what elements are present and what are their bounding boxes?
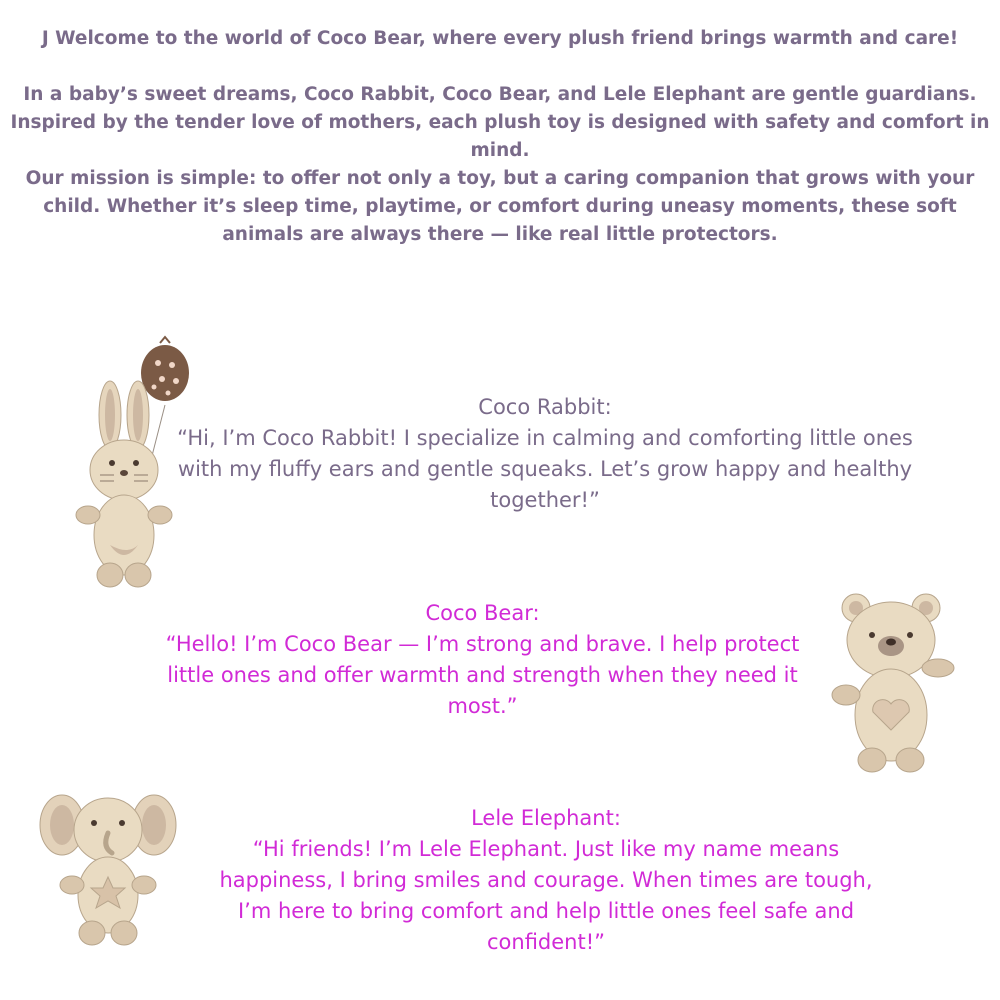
- welcome-line: J Welcome to the world of Coco Bear, where every plush friend brings warmth and care!: [41, 28, 959, 49]
- coco-bear-quote: “Hello! I’m Coco Bear — I’m strong and brave. I help protect little ones and offer warmth and strength when they need it most.”: [165, 632, 800, 718]
- lele-elephant-quote: “Hi friends! I’m Lele Elephant. Just like my name means happiness, I bring smiles and courage. When times are tough, I’m here to bring comfort and help little ones feel safe and confident!”: [219, 837, 873, 954]
- coco-bear-name: Coco Bear:: [425, 601, 540, 625]
- elephant-plush-icon: [38, 785, 180, 950]
- lele-elephant-bio: [210, 803, 882, 958]
- coco-bear-bio: [165, 598, 800, 722]
- lele-elephant-name: Lele Elephant:: [471, 806, 621, 830]
- coco-rabbit-quote: “Hi, I’m Coco Rabbit! I specialize in calming and comforting little ones with my fluffy ears and gentle squeaks. Let’s grow happy and healthy together!”: [177, 426, 913, 512]
- coco-rabbit-name: Coco Rabbit:: [478, 395, 612, 419]
- bear-plush-icon: [828, 590, 960, 780]
- coco-rabbit-bio: [165, 392, 925, 516]
- intro-paragraph-2: Our mission is simple: to offer not only a toy, but a caring companion that grows with your child. Whether it’s sleep time, playtime, or comfort during uneasy moments, these soft animals are always there — like real little protectors.: [25, 168, 975, 245]
- intro-paragraph-1: In a baby’s sweet dreams, Coco Rabbit, Coco Bear, and Lele Elephant are gentle guardians. Inspired by the tender love of mothers, each plush toy is designed with safety and comfort in mind.: [10, 84, 990, 161]
